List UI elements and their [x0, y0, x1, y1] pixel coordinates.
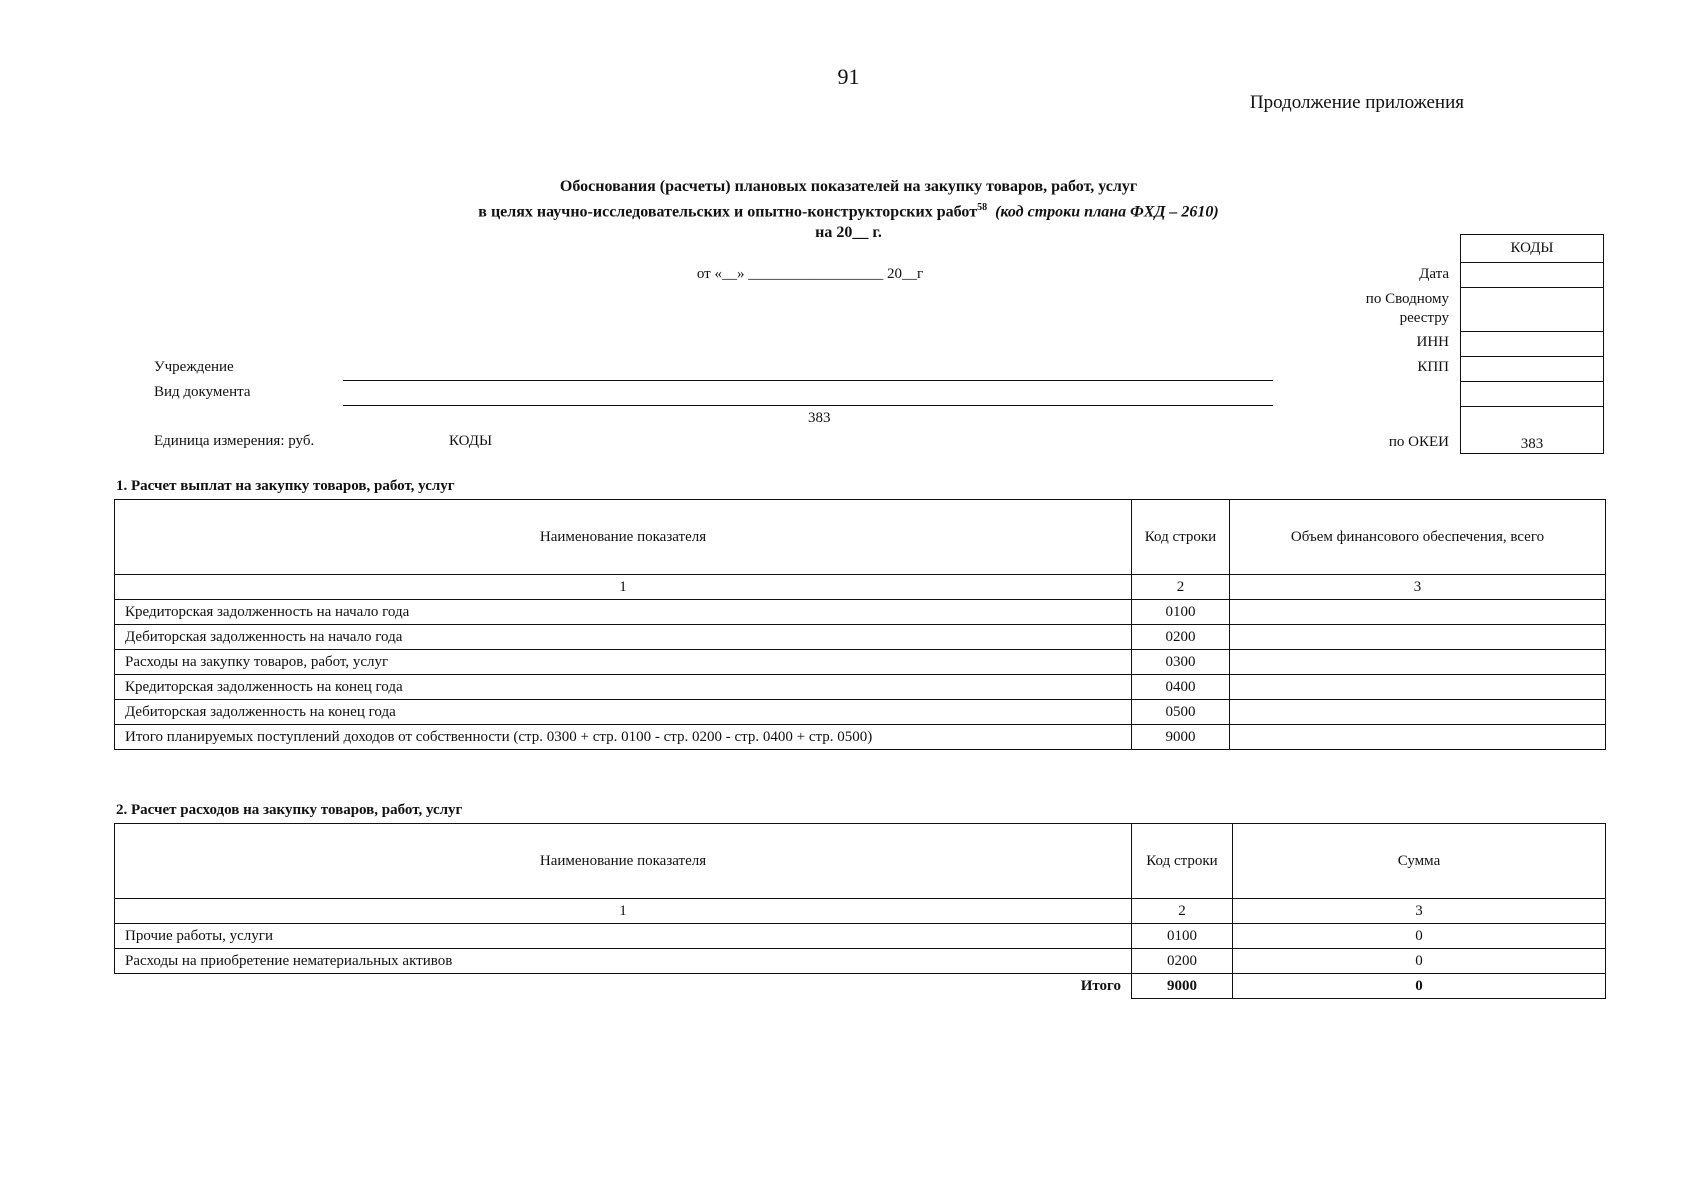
col-number: 2	[1132, 575, 1230, 600]
col-number: 3	[1233, 899, 1606, 924]
col-number: 1	[115, 575, 1132, 600]
row-name: Расходы на приобретение нематериальных активов	[115, 949, 1132, 974]
codes-registry-label: по Сводному реестру	[1365, 291, 1449, 326]
table-row	[115, 725, 1606, 750]
codes-kpp-label: КПП	[1417, 359, 1449, 375]
total-row	[115, 974, 1606, 999]
code-under-lines: 383	[808, 410, 831, 426]
table-row	[115, 650, 1606, 675]
institution-field[interactable]	[343, 380, 1273, 381]
table-row	[115, 625, 1606, 650]
col-header-sum: Сумма	[1233, 824, 1606, 899]
codes-inn-label: ИНН	[1416, 334, 1449, 350]
total-code: 9000	[1132, 974, 1233, 999]
row-name: Кредиторская задолженность на конец года	[115, 675, 1132, 700]
codes-date-label: Дата	[1419, 266, 1449, 282]
title-line-3: на 20__ г.	[815, 224, 882, 242]
row-sum[interactable]: 0	[1233, 924, 1606, 949]
document-title	[0, 176, 1697, 243]
table-header-row	[115, 824, 1606, 899]
doc-type-label: Вид документа	[154, 384, 251, 400]
footnote-ref: 58	[977, 202, 988, 213]
total-sum: 0	[1233, 974, 1606, 999]
institution-label: Учреждение	[154, 359, 234, 375]
page-number: 91	[837, 64, 860, 89]
section-2-heading: 2. Расчет расходов на закупку товаров, работ, услуг	[116, 802, 463, 818]
row-amount[interactable]	[1230, 700, 1606, 725]
row-name: Кредиторская задолженность на начало года	[115, 600, 1132, 625]
row-code: 0400	[1132, 675, 1230, 700]
codes-header: КОДЫ	[1461, 235, 1604, 263]
table-row	[115, 700, 1606, 725]
doc-type-field[interactable]	[343, 405, 1273, 406]
payments-table	[114, 499, 1606, 750]
table-row	[115, 600, 1606, 625]
total-label: Итого	[115, 974, 1132, 999]
codes-empty-cell[interactable]	[1461, 382, 1604, 407]
codes-registry-cell[interactable]	[1461, 288, 1604, 332]
codes-date-cell[interactable]	[1461, 263, 1604, 288]
col-number: 2	[1132, 899, 1233, 924]
title-line-2-text: в целях научно-исследовательских и опытно-конструкторских работ	[478, 203, 978, 221]
row-code: 0100	[1132, 600, 1230, 625]
col-header-code: Код строки	[1132, 824, 1233, 899]
row-code: 0300	[1132, 650, 1230, 675]
col-header-code: Код строки	[1132, 500, 1230, 575]
col-header-name: Наименование показателя	[115, 500, 1132, 575]
section-1-heading: 1. Расчет выплат на закупку товаров, работ, услуг	[116, 478, 455, 494]
expenses-table	[114, 823, 1606, 999]
table-row	[115, 924, 1606, 949]
row-code: 9000	[1132, 725, 1230, 750]
table-number-row	[115, 899, 1606, 924]
document-date-line: от «__» __________________ 20__г	[696, 266, 924, 282]
col-header-name: Наименование показателя	[115, 824, 1132, 899]
codes-table	[1460, 234, 1604, 454]
row-code: 0200	[1132, 949, 1233, 974]
row-amount[interactable]	[1230, 725, 1606, 750]
col-number: 1	[115, 899, 1132, 924]
title-line-1: Обоснования (расчеты) плановых показателей на закупку товаров, работ, услуг	[559, 178, 1138, 195]
codes-okei-label: по ОКЕИ	[1388, 434, 1449, 450]
row-name: Дебиторская задолженность на конец года	[115, 700, 1132, 725]
row-name: Итого планируемых поступлений доходов от собственности (стр. 0300 + стр. 0100 - стр. 0200 - стр. 0400 + стр. 0500)	[115, 725, 1132, 750]
title-line-2-italic: (код строки плана ФХД – 2610)	[995, 203, 1219, 221]
row-amount[interactable]	[1230, 600, 1606, 625]
table-header-row	[115, 500, 1606, 575]
unit-label: Единица измерения: руб.	[154, 433, 315, 449]
unit-codes-label: КОДЫ	[449, 433, 493, 449]
row-code: 0500	[1132, 700, 1230, 725]
continuation-note: Продолжение приложения	[1249, 92, 1464, 113]
table-row	[115, 949, 1606, 974]
title-line-2	[0, 197, 1697, 222]
row-amount[interactable]	[1230, 675, 1606, 700]
col-header-amount: Объем финансового обеспечения, всего	[1230, 500, 1606, 575]
table-number-row	[115, 575, 1606, 600]
table-row	[115, 675, 1606, 700]
row-code: 0200	[1132, 625, 1230, 650]
row-name: Расходы на закупку товаров, работ, услуг	[115, 650, 1132, 675]
col-number: 3	[1230, 575, 1606, 600]
row-name: Дебиторская задолженность на начало года	[115, 625, 1132, 650]
row-code: 0100	[1132, 924, 1233, 949]
row-name: Прочие работы, услуги	[115, 924, 1132, 949]
codes-kpp-cell[interactable]	[1461, 357, 1604, 382]
codes-inn-cell[interactable]	[1461, 332, 1604, 357]
codes-okei-cell: 383	[1461, 407, 1604, 454]
row-amount[interactable]	[1230, 625, 1606, 650]
row-sum[interactable]: 0	[1233, 949, 1606, 974]
row-amount[interactable]	[1230, 650, 1606, 675]
